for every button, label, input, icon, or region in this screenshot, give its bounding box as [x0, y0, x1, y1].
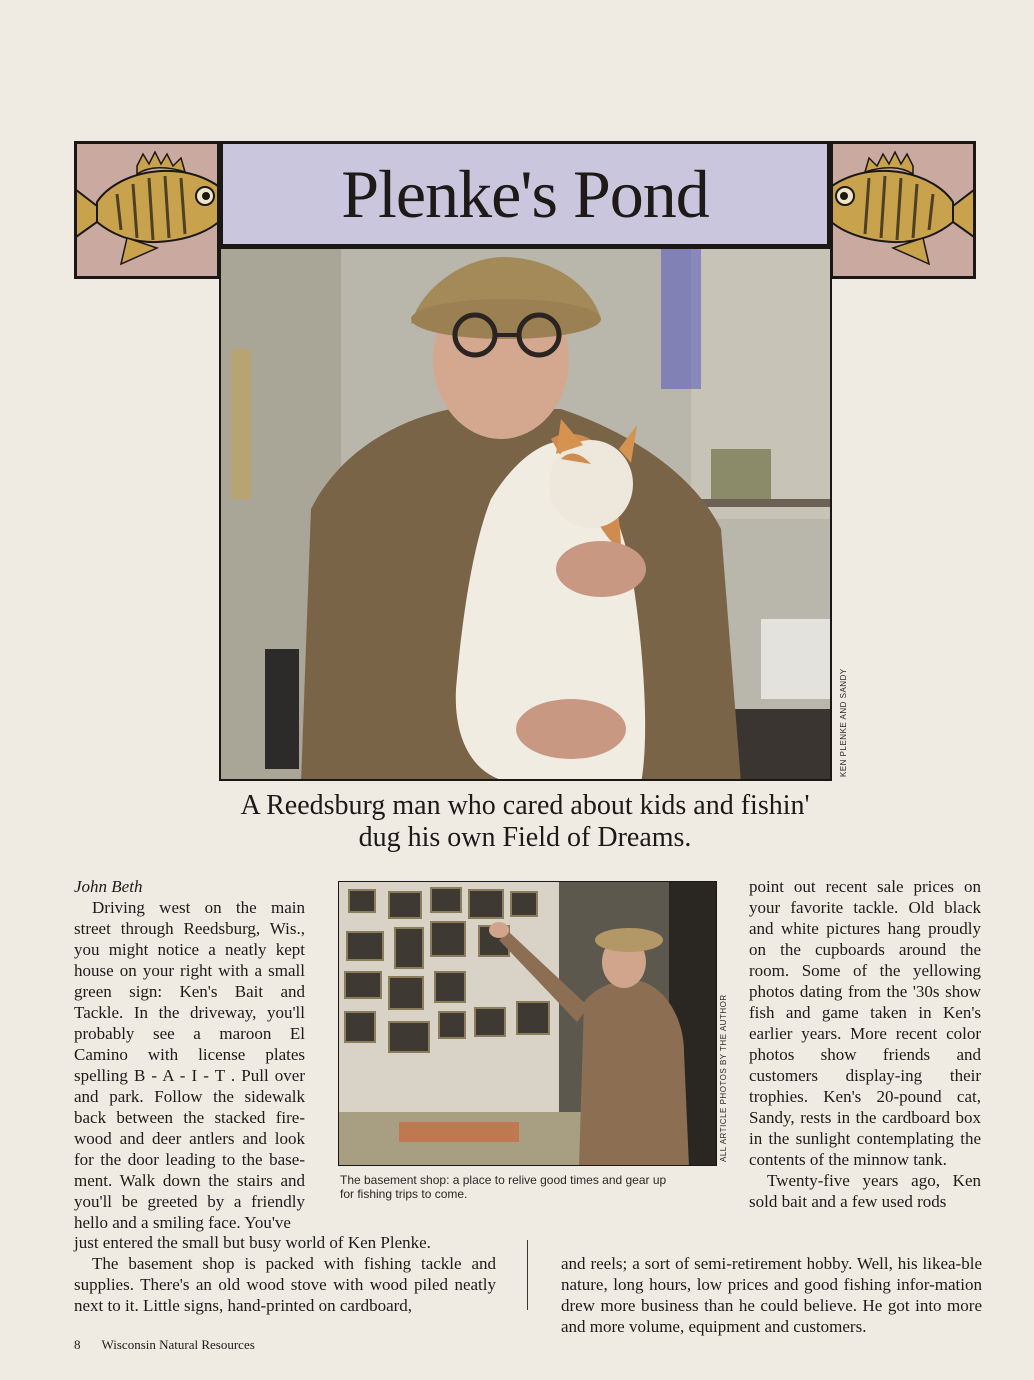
paragraph-1: Driving west on the main street through Reedsburg, Wis., you might notice a neatly kept house on your right with a small green sign: Ken's Bait and Tackle. In the driveway, you'll probably see a maroon El Camino with license plates spelling B - A - I - T . Pull over and park. Follow the sidewalk back between the stacked fire-wood and deer antlers and look for the door leading to the base-ment. Walk down the stairs and you'll be greeted by a friendly hello and a smiling face. You've: [74, 898, 305, 1232]
sunfish-left-icon: [77, 144, 217, 276]
fish-panel-left: [74, 141, 220, 279]
publication-name: Wisconsin Natural Resources: [101, 1337, 255, 1352]
sunfish-right-icon: [833, 144, 973, 276]
column-left-lower: [74, 1232, 496, 1316]
column-left-upper: [74, 876, 305, 1233]
column-rule: [527, 1240, 528, 1310]
inset-photo-credit: ALL ARTICLE PHOTOS BY THE AUTHOR: [719, 994, 728, 1162]
inset-caption-line-2: for fishing trips to come.: [340, 1187, 468, 1201]
column-right-lower: [561, 1253, 982, 1337]
title-box: [220, 141, 830, 247]
byline: John Beth: [74, 877, 143, 896]
article-title: Plenke's Pond: [341, 156, 709, 232]
main-photo-credit: KEN PLENKE AND SANDY: [839, 668, 848, 777]
inset-photo: [338, 881, 717, 1166]
span-line: just entered the small but busy world of Ken Plenke.: [74, 1233, 431, 1252]
inset-caption: [340, 1173, 730, 1201]
man-with-cat-photo: [221, 249, 832, 781]
paragraph-2: The basement shop is packed with fishing tackle and supplies. There's an old wood stove with wood piled neatly next to it. Little signs, hand-printed on cardboard,: [74, 1254, 496, 1315]
paragraph-4-continued: and reels; a sort of semi-retirement hobby. Well, his likea-ble nature, long hours, low prices and good fishing infor-mation drew more business than he could believe. He got into more and more volume, equipment and customers.: [561, 1254, 982, 1336]
main-photo: [219, 247, 832, 781]
deck-line-1: A Reedsburg man who cared about kids and fishin': [240, 790, 810, 821]
deck-line-2: dug his own Field of Dreams.: [358, 822, 692, 853]
paragraph-4: Twenty-five years ago, Ken sold bait and a few used rods: [749, 1171, 981, 1211]
page-number: 8: [74, 1337, 81, 1352]
inset-caption-line-1: The basement shop: a place to relive good times and gear up: [340, 1173, 667, 1187]
basement-shop-photo: [339, 882, 717, 1166]
article-deck: [160, 790, 890, 854]
fish-panel-right: [830, 141, 976, 279]
column-right-upper: [749, 876, 981, 1212]
folio: [74, 1337, 273, 1353]
paragraph-3: point out recent sale prices on your favorite tackle. Old black and white pictures hang proudly on the cupboards around the room. Some of the yellowing photos dating from the '30s show fish and game taken in Ken's earlier years. More recent color photos show friends and customers display-ing their trophies. Ken's 20-pound cat, Sandy, rests in the cardboard box in the sunlight contemplating the contents of the minnow tank.: [749, 877, 981, 1169]
